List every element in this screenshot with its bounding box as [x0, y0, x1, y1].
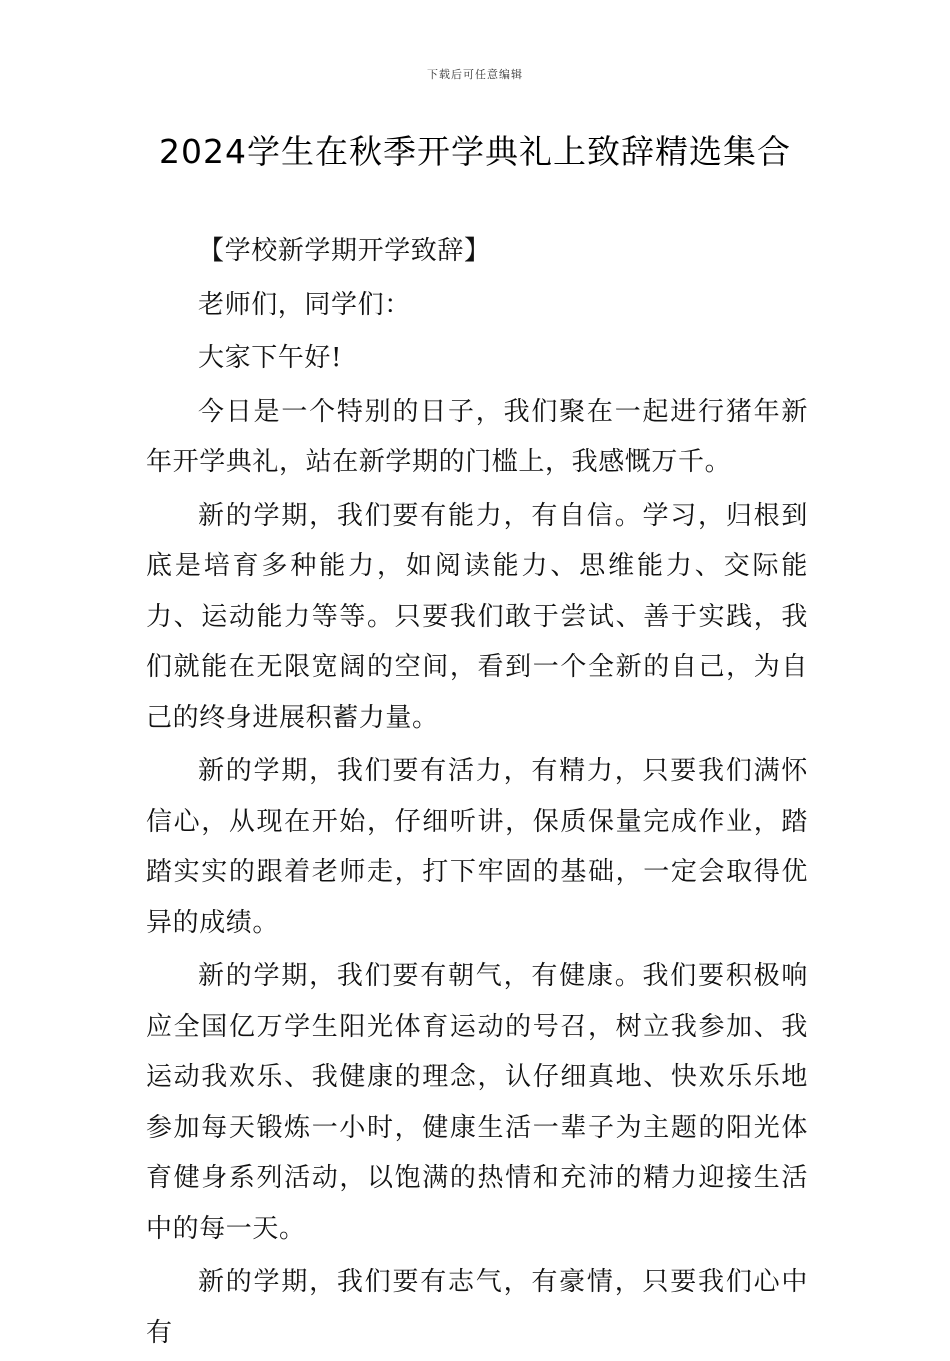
section-heading: 【学校新学期开学致辞】: [198, 236, 491, 266]
document-body: [146, 226, 808, 1361]
header-note: 下载后可任意编辑: [427, 68, 523, 81]
paragraph: 新的学期，我们要有朝气，有健康。我们要积极响应全国亿万学生阳光体育运动的号召，树立我参加、我运动我欢乐、我健康的理念，认仔细真地、快欢乐乐地参加每天锻炼一小时，健康生活一辈子为主题的阳光体育健身系列活动，以饱满的热情和充沛的精力迎接生活中的每一天。: [146, 961, 808, 1244]
document-title: 2024学生在秋季开学典礼上致辞精选集合: [159, 132, 791, 171]
paragraph: 今日是一个特别的日子，我们聚在一起进行猪年新年开学典礼，站在新学期的门槛上，我感慨万千。: [146, 396, 808, 477]
paragraph: 新的学期，我们要有能力，有自信。学习，归根到底是培育多种能力，如阅读能力、思维能力、交际能力、运动能力等等。只要我们敢于尝试、善于实践，我们就能在无限宽阔的空间，看到一个全新的自己，为自己的终身进展积蓄力量。: [146, 500, 808, 733]
paragraph: 新的学期，我们要有活力，有精力，只要我们满怀信心，从现在开始，仔细听讲，保质保量完成作业，踏踏实实的跟着老师走，打下牢固的基础，一定会取得优异的成绩。: [146, 756, 808, 938]
salutation: 老师们，同学们：: [198, 289, 411, 320]
paragraph: 新的学期，我们要有志气，有豪情，只要我们心中有: [146, 1267, 808, 1348]
greeting: 大家下午好!: [198, 343, 343, 373]
